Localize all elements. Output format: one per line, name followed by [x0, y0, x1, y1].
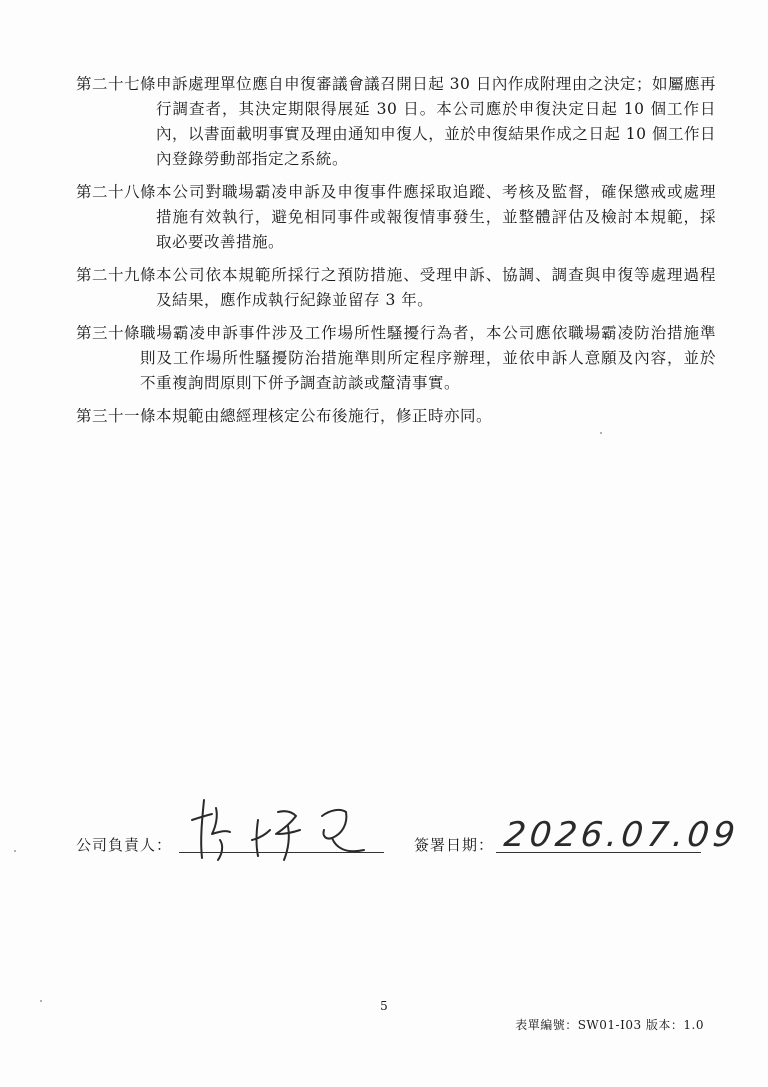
handwritten-date: [502, 798, 741, 858]
article-28: [76, 180, 716, 255]
article-number: 第三十一條: [76, 407, 157, 425]
articles-list: [76, 72, 716, 437]
article-30: [76, 321, 716, 396]
article-27: [76, 72, 716, 172]
article-number: 第三十條: [76, 324, 141, 342]
article-number: 第二十九條: [76, 266, 157, 284]
sign-date-label: 簽署日期：: [414, 836, 495, 854]
article-number: 第二十八條: [76, 183, 157, 201]
article-text: 本規範由總經理核定公布後施行，修正時亦同。: [156, 407, 493, 425]
scan-speck: [600, 432, 602, 434]
form-code: 表單編號：SW01-I03 版本：1.0: [515, 1018, 704, 1032]
signature-block: [76, 790, 741, 880]
article-text: 申訴處理單位應自申復審議會議召開日起 30 日內作成附理由之決定；如屬應再行調查者，其決定期限得展延 30 日。本公司應於申復決定日起 10 個工作日內，以書面載明事實及理由通知申復人，並於申復結果作成之日起 10 個工作日內登錄勞動部指定之系統。: [156, 75, 716, 168]
article-29: [76, 263, 716, 313]
responsible-person-label: 公司負責人：: [76, 836, 173, 854]
article-text: 職場霸凌申訴事件涉及工作場所性騷擾行為者，本公司應依職場霸凌防治措施準則及工作場所性騷擾防治措施準則所定程序辦理，並依申訴人意願及內容，並於不重複詢問原則下併予調查訪談或釐清事實。: [140, 324, 716, 392]
article-number: 第二十七條: [76, 75, 157, 93]
article-31: [76, 404, 716, 429]
scan-speck: [40, 1000, 42, 1002]
date-line: [496, 852, 701, 853]
handwritten-date-text: 2026.07.09: [502, 815, 741, 855]
handwritten-signature: [182, 790, 382, 870]
article-text: 本公司對職場霸凌申訴及申復事件應採取追蹤、考核及監督，確保懲戒或處理措施有效執行，避免相同事件或報復情事發生，並整體評估及檢討本規範，採取必要改善措施。: [156, 183, 716, 251]
signature-line: [179, 852, 384, 853]
article-text: 本公司依本規範所採行之預防措施、受理申訴、協調、調查與申復等處理過程及結果，應作成執行紀錄並留存 3 年。: [156, 266, 716, 309]
page-number: 5: [380, 999, 388, 1013]
scan-speck: [14, 850, 16, 852]
